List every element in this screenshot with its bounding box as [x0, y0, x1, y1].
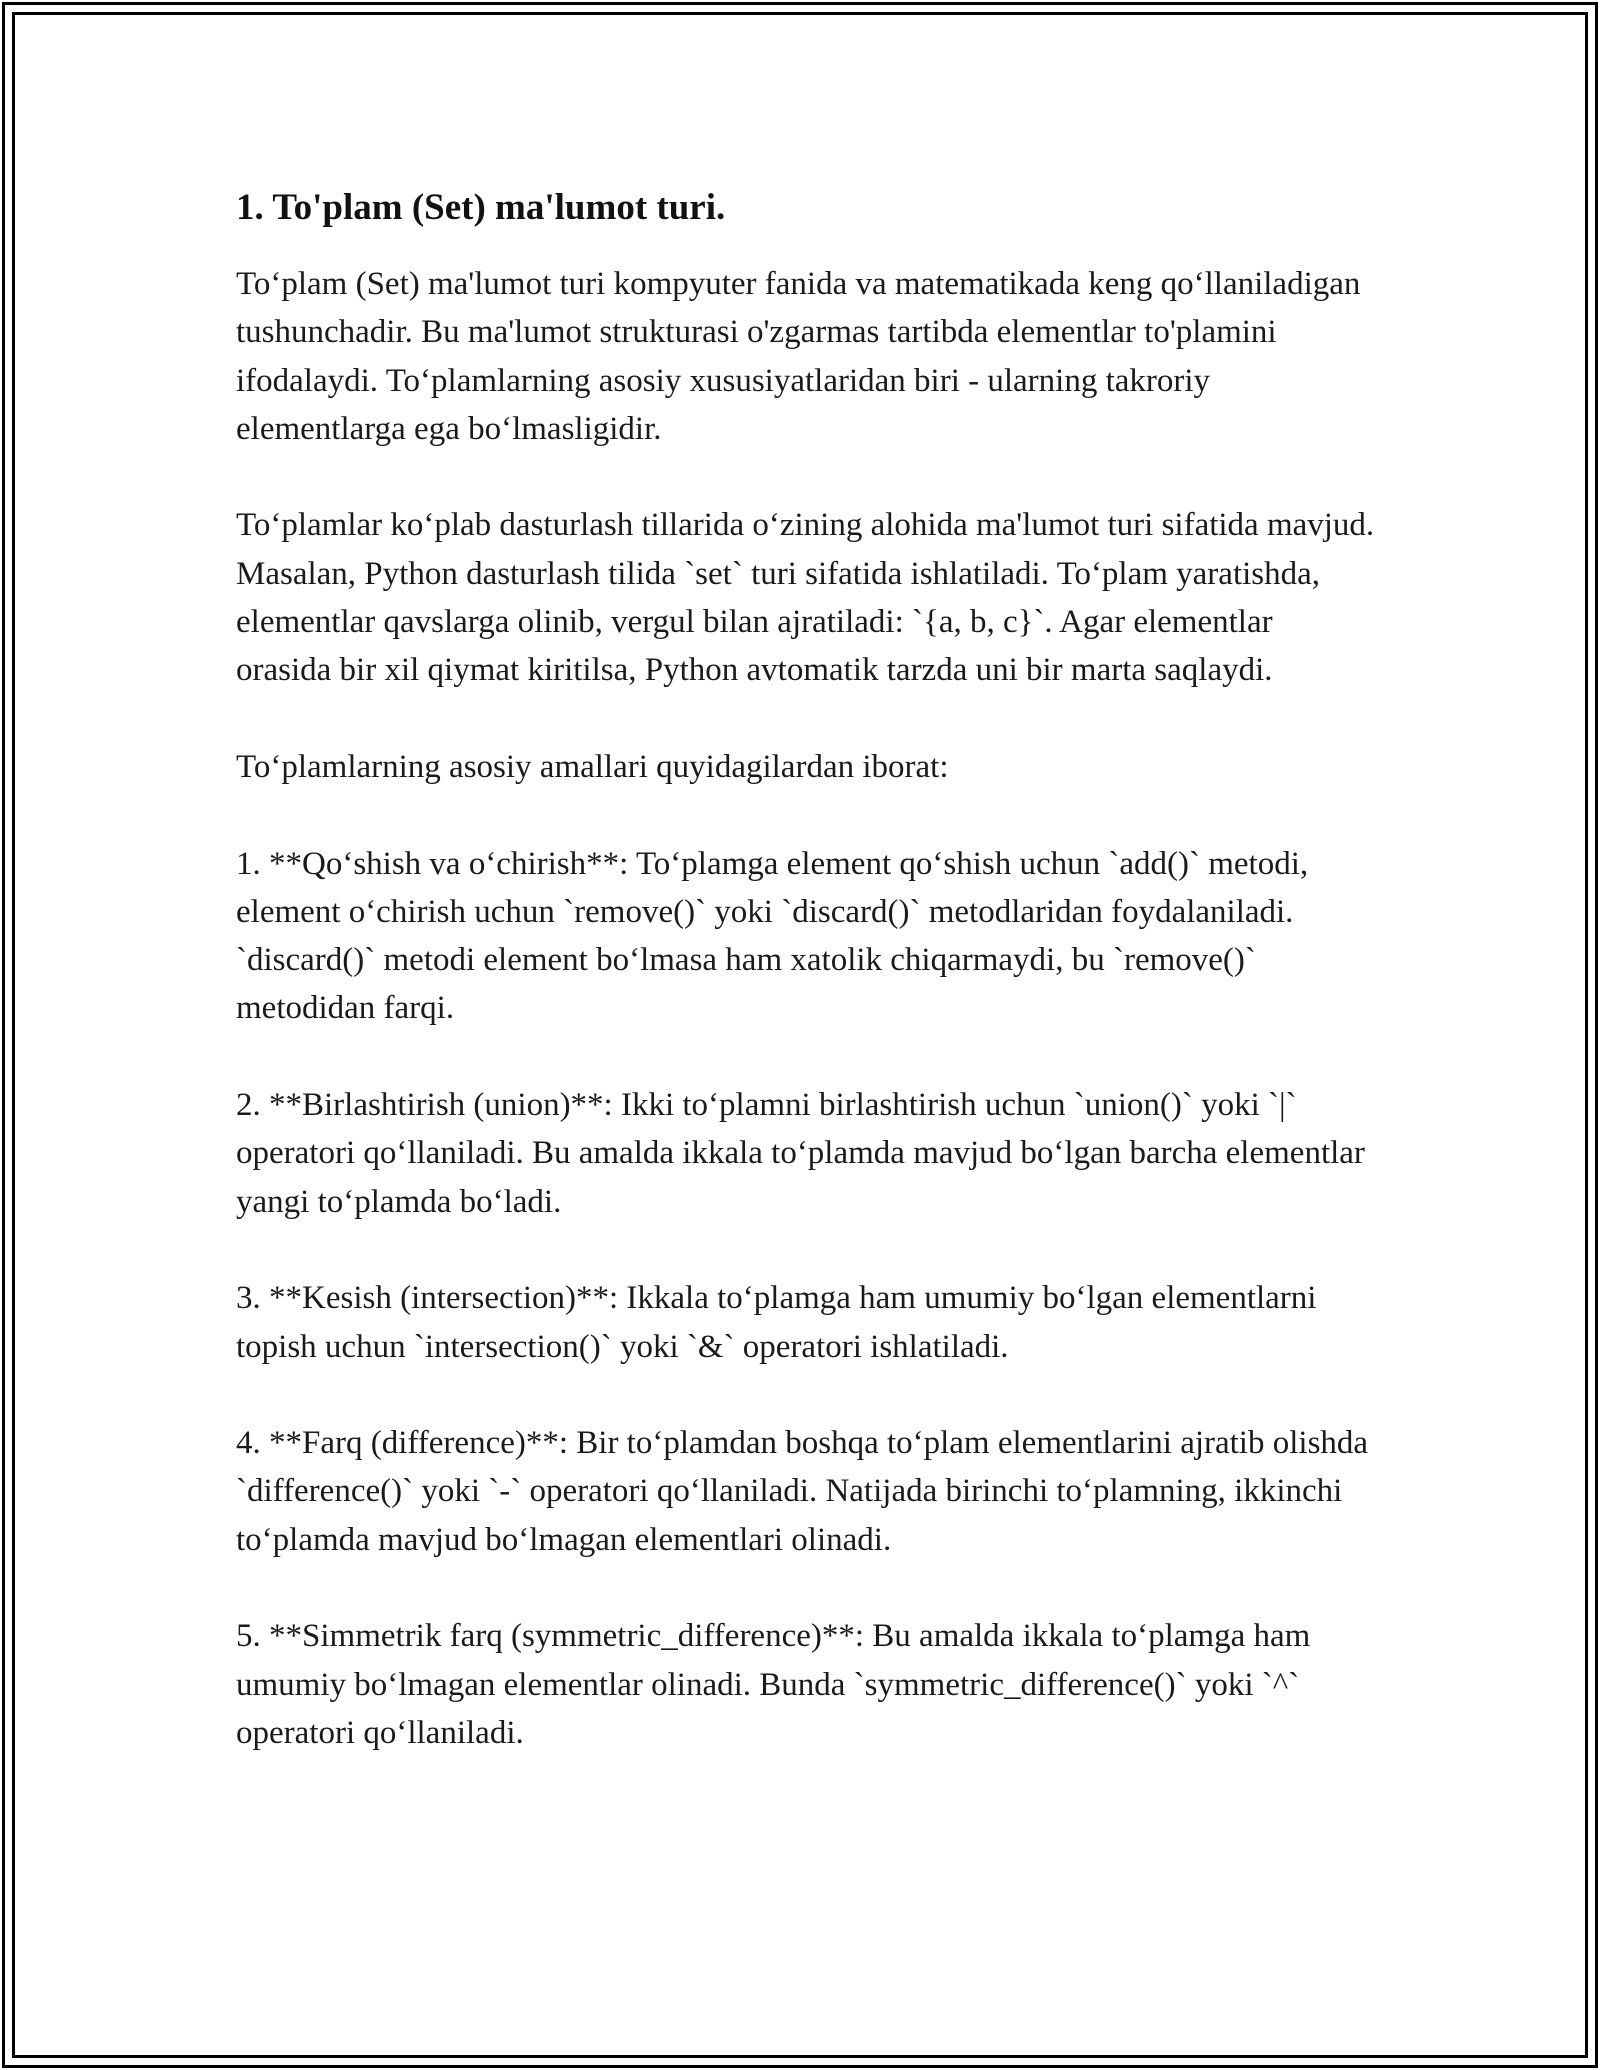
- list-item-add-remove: 1. **Qo‘shish va o‘chirish**: To‘plamga element qo‘shish uchun `add()` metodi, element o‘chirish uchun `remove()` yoki `discard()` metodlaridan foydalaniladi. `discard()` metodi element bo‘lmasa ham xatolik chiqarmaydi, bu `remove()` metodidan farqi.: [236, 845, 1309, 1027]
- section-heading: 1. To'plam (Set) ma'lumot turi.: [236, 187, 726, 228]
- languages-paragraph: To‘plamlar ko‘plab dasturlash tillarida o‘zining alohida ma'lumot turi sifatida mavjud. Masalan, Python dasturlash tilida `set` turi sifatida ishlatiladi. To‘plam yaratishda, elementlar qavslarga olinib, vergul bilan ajratiladi: `{a, b, c}`. Agar elementlar orasida bir xil qiymat kiritilsa, Python avtomatik tarzda uni bir marta saqlaydi.: [236, 507, 1375, 689]
- list-item-intersection: 3. **Kesish (intersection)**: Ikkala to‘plamga ham umumiy bo‘lgan elementlarni topish uchun `intersection()` yoki `&` operatori ishlatiladi.: [236, 1280, 1317, 1365]
- list-item-symmetric-difference: 5. **Simmetrik farq (symmetric_difference)**: Bu amalda ikkala to‘plamga ham umumiy bo‘lmagan elementlar olinadi. Bunda `symmetric_difference()` yoki `^` operatori qo‘llaniladi.: [236, 1618, 1311, 1751]
- document-body: [236, 184, 1376, 1757]
- intro-paragraph: To‘plam (Set) ma'lumot turi kompyuter fanida va matematikada keng qo‘llaniladigan tushunchadir. Bu ma'lumot strukturasi o'zgarmas tartibda elementlar to'plamini ifodalaydi. To‘plamlarning asosiy xususiyatlaridan biri - ularning takroriy elementlarga ega bo‘lmasligidir.: [236, 266, 1361, 447]
- list-item-difference: 4. **Farq (difference)**: Bir to‘plamdan boshqa to‘plam elementlarini ajratib olishda `difference()` yoki `-` operatori qo‘llaniladi. Natijada birinchi to‘plamning, ikkinchi to‘plamda mavjud bo‘lmagan elementlari olinadi.: [236, 1425, 1369, 1558]
- list-item-union: 2. **Birlashtirish (union)**: Ikki to‘plamni birlashtirish uchun `union()` yoki `|` operatori qo‘llaniladi. Bu amalda ikkala to‘plamda mavjud bo‘lgan barcha elementlar yangi to‘plamda bo‘ladi.: [236, 1087, 1365, 1220]
- operations-intro-paragraph: To‘plamlarning asosiy amallari quyidagilardan iborat:: [236, 748, 949, 785]
